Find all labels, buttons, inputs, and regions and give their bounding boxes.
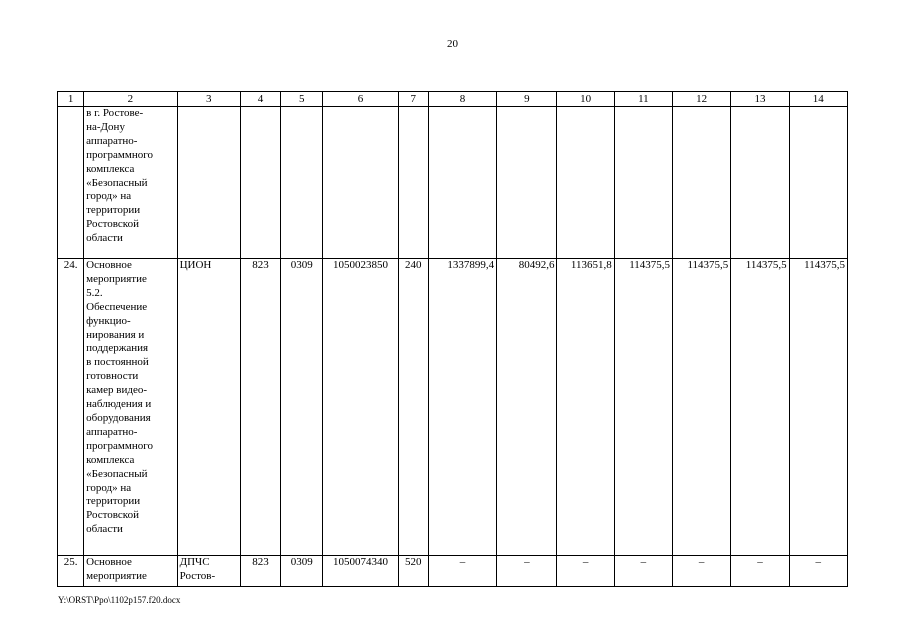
column-header: 6: [323, 92, 398, 107]
table-cell: 823: [240, 259, 280, 556]
table-cell: [557, 107, 614, 259]
column-header: 3: [177, 92, 240, 107]
table-cell: [323, 107, 398, 259]
table-cell: 1050023850: [323, 259, 398, 556]
budget-table: [57, 91, 848, 587]
table-cell: [789, 107, 847, 259]
column-header: 9: [497, 92, 557, 107]
table-header-row: [58, 92, 848, 107]
table-cell: 24.: [58, 259, 84, 556]
column-header: 1: [58, 92, 84, 107]
table-cell: ЦИОН: [177, 259, 240, 556]
table-cell: 240: [398, 259, 428, 556]
table-cell: [58, 107, 84, 259]
column-header: 12: [673, 92, 731, 107]
table-row: [58, 107, 848, 259]
table-cell: –: [789, 556, 847, 587]
table-cell: [84, 556, 177, 587]
column-header: 8: [428, 92, 496, 107]
table-cell: 520: [398, 556, 428, 587]
table-cell: [177, 556, 240, 587]
cell-text: Основное мероприятие: [86, 556, 147, 582]
table-cell: [614, 107, 672, 259]
table-cell: 114375,5: [731, 259, 789, 556]
table-cell: 1050074340: [323, 556, 398, 587]
column-header: 14: [789, 92, 847, 107]
table-row: [58, 259, 848, 556]
table-cell: 1337899,4: [428, 259, 496, 556]
table-cell: [84, 107, 177, 259]
table-cell: [84, 259, 177, 556]
column-header: 5: [281, 92, 323, 107]
table-cell: –: [557, 556, 614, 587]
table-row: [58, 556, 848, 587]
table-cell: –: [673, 556, 731, 587]
table-cell: 25.: [58, 556, 84, 587]
table-cell: 823: [240, 556, 280, 587]
footer-file-path: Y:\ORST\Ppo\1102p157.f20.docx: [58, 595, 181, 605]
table-cell: [497, 107, 557, 259]
cell-text: Основное мероприятие 5.2. Обеспечение функцио- нирования и поддержания в постоянной готовности камер видео- наблюдения и оборудования аппаратно- программного комплекса «Безопасный город» на территории Ростовской области: [86, 259, 153, 536]
column-header: 13: [731, 92, 789, 107]
table-cell: [428, 107, 496, 259]
table-cell: 113651,8: [557, 259, 614, 556]
table-cell: 80492,6: [497, 259, 557, 556]
table-cell: [731, 107, 789, 259]
cell-text: в г. Ростове- на-Дону аппаратно- программного комплекса «Безопасный город» на территории Ростовской области: [86, 107, 153, 245]
table-cell: –: [497, 556, 557, 587]
table-cell: 114375,5: [614, 259, 672, 556]
table-cell: [398, 107, 428, 259]
table-cell: 114375,5: [789, 259, 847, 556]
table-cell: 0309: [281, 259, 323, 556]
table-cell: [281, 107, 323, 259]
table-cell: [673, 107, 731, 259]
column-header: 4: [240, 92, 280, 107]
table-cell: [240, 107, 280, 259]
table-cell: –: [428, 556, 496, 587]
table-cell: [177, 107, 240, 259]
column-header: 7: [398, 92, 428, 107]
column-header: 10: [557, 92, 614, 107]
column-header: 11: [614, 92, 672, 107]
table-cell: –: [614, 556, 672, 587]
cell-text: ДПЧС Ростов-: [179, 556, 216, 582]
table-cell: –: [731, 556, 789, 587]
table-cell: 114375,5: [673, 259, 731, 556]
table-cell: 0309: [281, 556, 323, 587]
page-number: 20: [447, 38, 458, 50]
column-header: 2: [84, 92, 177, 107]
